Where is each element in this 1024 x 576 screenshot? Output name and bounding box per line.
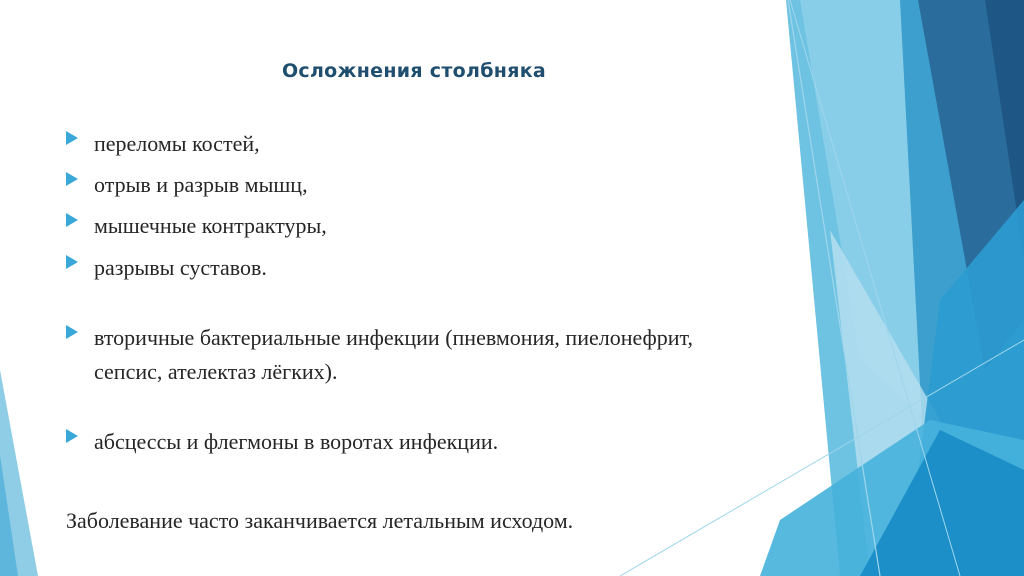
bullet-item bbox=[66, 251, 706, 285]
slide-title: Осложнения столбняка bbox=[281, 60, 547, 82]
bullet-item bbox=[66, 425, 706, 459]
triangle-right-icon bbox=[66, 251, 94, 274]
bullet-text: переломы костей, bbox=[94, 131, 260, 156]
bullet-text: отрыв и разрыв мышц, bbox=[94, 172, 308, 197]
bullet-text: вторичные бактериальные инфекции (пневмония, пиелонефрит, сепсис, ателектаз лёгких). bbox=[94, 325, 694, 384]
bullet-item bbox=[66, 321, 706, 389]
bullet-text: мышечные контрактуры, bbox=[94, 213, 327, 238]
triangle-right-icon bbox=[66, 209, 94, 232]
bullet-text: разрывы суставов. bbox=[94, 255, 267, 280]
conclusion-text: Заболевание часто заканчивается летальным исходом. bbox=[66, 508, 574, 533]
bullet-text: абсцессы и флегмоны в воротах инфекции. bbox=[94, 429, 499, 454]
triangle-right-icon bbox=[66, 321, 94, 344]
bullet-item bbox=[66, 127, 706, 161]
triangle-right-icon bbox=[66, 127, 94, 150]
triangle-right-icon bbox=[66, 425, 94, 448]
bullet-item bbox=[66, 209, 706, 243]
triangle-right-icon bbox=[66, 168, 94, 191]
bullet-item bbox=[66, 168, 706, 202]
